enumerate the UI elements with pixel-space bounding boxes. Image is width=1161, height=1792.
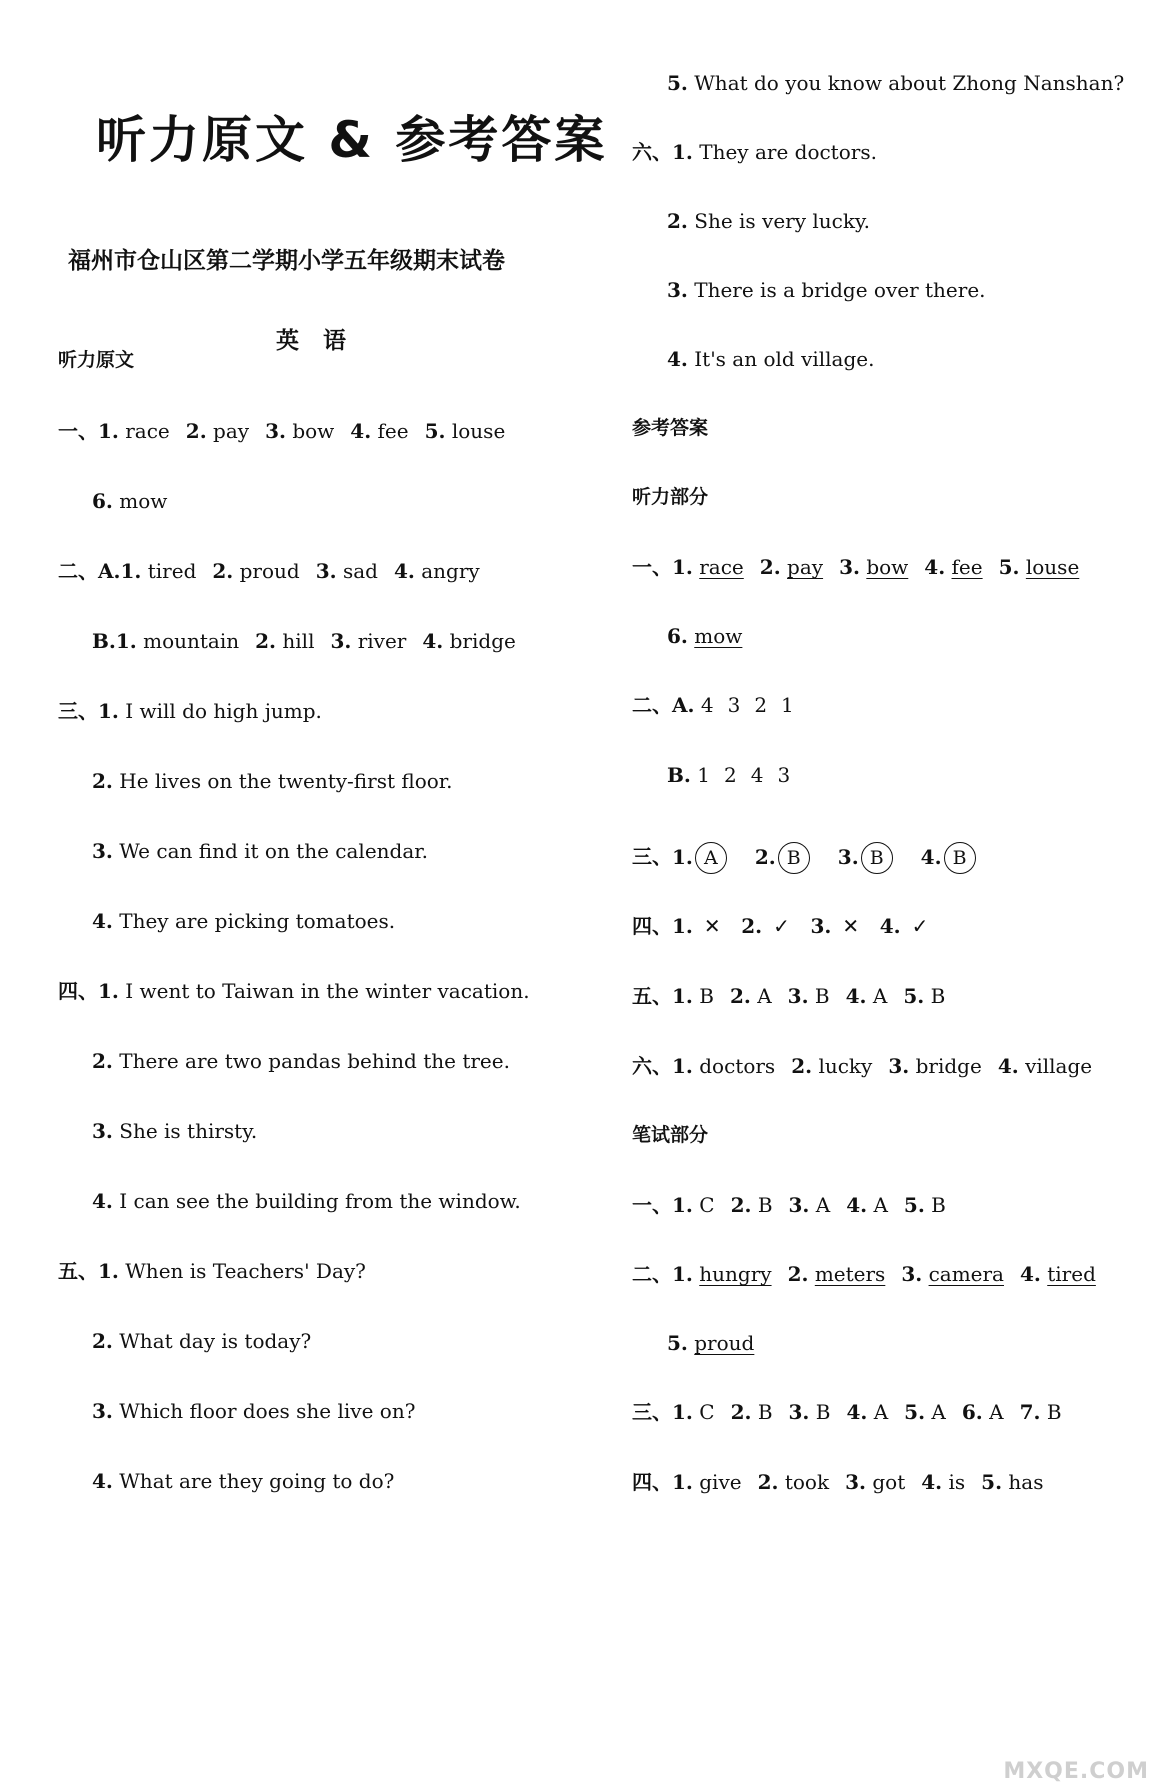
answer-item xyxy=(758,1470,830,1494)
answer-value: A xyxy=(989,1400,1004,1424)
sequence-value: 2 xyxy=(754,693,768,717)
answer-item xyxy=(901,1262,1004,1286)
item-number: 3. xyxy=(788,1193,810,1217)
answer-item xyxy=(672,555,744,579)
answer-value: mountain xyxy=(143,629,240,653)
item-number: 4. xyxy=(879,914,901,938)
answer-item xyxy=(672,1193,715,1217)
answer-item xyxy=(672,1262,772,1286)
answer-value: bow xyxy=(292,419,335,443)
item-number: 5. xyxy=(998,555,1020,579)
answer-value: B xyxy=(814,984,830,1008)
answer-value: tired xyxy=(1047,1262,1096,1286)
transcript-sentence xyxy=(58,701,322,721)
item-number: 1. xyxy=(672,555,693,579)
question-section-label: 五、 xyxy=(58,1259,98,1283)
answer-value: pay xyxy=(787,555,824,579)
item-number: 1. xyxy=(115,629,137,653)
answer-item xyxy=(1020,1262,1096,1286)
item-number: 4. xyxy=(1019,1262,1041,1286)
transcript-sentence xyxy=(92,1121,257,1141)
answer-item xyxy=(789,1400,831,1424)
item-number: 3. xyxy=(315,559,337,583)
answer-item xyxy=(880,914,933,938)
transcript-sentence xyxy=(92,1331,311,1351)
item-number: 3. xyxy=(901,1262,923,1286)
sequence-value: 1 xyxy=(697,763,710,787)
answer-item xyxy=(425,419,506,443)
item-number: 3. xyxy=(330,629,352,653)
sequence-value: 3 xyxy=(727,693,741,717)
answer-item xyxy=(672,845,727,869)
question-section-label: 四、 xyxy=(58,979,98,1003)
answer-item xyxy=(839,555,908,579)
transcript-sentence xyxy=(667,73,1124,93)
item-number: 3. xyxy=(810,914,832,938)
question-section-label: 五、 xyxy=(632,984,672,1008)
answer-value: B xyxy=(930,984,946,1008)
exam-subtitle: 福州市仓山区第二学期小学五年级期末试卷 xyxy=(68,248,505,274)
item-number: 4. xyxy=(350,419,372,443)
answer-value: mow xyxy=(694,624,743,648)
answer-value: mow xyxy=(119,489,168,513)
answer-item xyxy=(904,1400,946,1424)
sentence-text: There is a bridge over there. xyxy=(694,278,986,302)
answer-item xyxy=(846,1193,888,1217)
item-number: 2. xyxy=(212,559,234,583)
answer-value: bow xyxy=(866,555,909,579)
answer-value: B xyxy=(757,1400,773,1424)
item-number: 5. xyxy=(424,419,446,443)
item-number: 2. xyxy=(730,1400,752,1424)
item-number: 3. xyxy=(888,1054,910,1078)
watermark-logo: MXQE.COM xyxy=(1003,1759,1149,1784)
answer-value: B xyxy=(1046,1400,1062,1424)
question-section-label: 一、 xyxy=(632,1193,672,1217)
answer-item xyxy=(788,1262,886,1286)
sentence-text: Which floor does she live on? xyxy=(119,1399,416,1423)
question-section-label: B. xyxy=(92,629,116,653)
answer-value: is xyxy=(948,1470,966,1494)
sentence-text: There are two pandas behind the tree. xyxy=(119,1049,510,1073)
transcript-sentence xyxy=(58,1261,366,1281)
sentence-text: What do you know about Zhong Nanshan? xyxy=(694,71,1125,95)
answer-value: A xyxy=(931,1400,946,1424)
item-number: 1. xyxy=(98,699,119,723)
question-section-label: 二、A. xyxy=(632,693,695,717)
sequence-value: 2 xyxy=(723,763,737,787)
answer-item xyxy=(1020,1400,1062,1424)
section-heading: 听力部分 xyxy=(632,486,709,508)
item-number: 2. xyxy=(255,629,277,653)
check-icon: ✓ xyxy=(773,914,790,938)
transcript-sentence xyxy=(92,841,428,861)
item-number: 3. xyxy=(667,278,688,302)
section-heading: 听力原文 xyxy=(58,349,135,371)
item-number: 1. xyxy=(120,559,142,583)
answer-value: meters xyxy=(814,1262,886,1286)
answer-item xyxy=(116,629,239,653)
answer-value: A xyxy=(873,1400,889,1424)
answer-item xyxy=(760,555,823,579)
item-number: 1. xyxy=(98,419,119,443)
question-section-label: 三、 xyxy=(632,844,672,869)
item-number: 3. xyxy=(837,844,859,869)
transcript-sentence xyxy=(92,771,453,791)
transcript-sentence xyxy=(92,911,395,931)
item-number: 3. xyxy=(788,1400,810,1424)
answer-value: proud xyxy=(694,1331,755,1355)
sentence-text: I went to Taiwan in the winter vacation. xyxy=(125,979,530,1003)
answer-value: river xyxy=(357,629,407,653)
answer-row xyxy=(632,1264,1096,1284)
circled-option: A xyxy=(695,842,727,874)
item-number: 2. xyxy=(757,1470,779,1494)
check-icon: ✓ xyxy=(911,914,929,938)
answer-item xyxy=(962,1400,1004,1424)
answer-value: C xyxy=(699,1400,715,1424)
answer-item xyxy=(845,1470,905,1494)
question-section-label: 三、 xyxy=(632,1400,672,1424)
sentence-text: She is very lucky. xyxy=(694,209,870,233)
item-number: 3. xyxy=(845,1470,866,1494)
answer-value: louse xyxy=(1025,555,1080,579)
answer-value: lucky xyxy=(818,1054,873,1078)
item-number: 3. xyxy=(92,1399,113,1423)
answer-item xyxy=(672,984,714,1008)
question-section-label: 二、A. xyxy=(58,559,121,583)
section-heading: 笔试部分 xyxy=(632,1124,709,1146)
transcript-sentence xyxy=(92,1191,521,1211)
answer-item xyxy=(672,1054,775,1078)
item-number: 3. xyxy=(787,984,809,1008)
answer-value: doctors xyxy=(699,1054,776,1078)
answer-item xyxy=(672,1400,715,1424)
item-number: 4. xyxy=(924,555,946,579)
item-number: 1. xyxy=(98,1259,119,1283)
answer-item xyxy=(92,489,167,513)
item-number: 1. xyxy=(98,979,119,1003)
answer-item xyxy=(741,914,794,938)
answer-item xyxy=(330,629,406,653)
sentence-text: He lives on the twenty-first floor. xyxy=(119,769,453,793)
answer-item xyxy=(755,845,810,869)
sequence-value: 4 xyxy=(750,763,764,787)
question-section-label: 六、 xyxy=(632,1054,672,1078)
item-number: 5. xyxy=(903,984,925,1008)
cross-icon: ✕ xyxy=(842,914,860,938)
answer-value: C xyxy=(699,1193,715,1217)
ordering-answer xyxy=(667,765,804,785)
sentence-text: When is Teachers' Day? xyxy=(125,1259,366,1283)
answer-row xyxy=(667,626,742,646)
answer-item xyxy=(838,845,893,869)
answer-row xyxy=(92,631,516,651)
answer-row xyxy=(58,561,480,581)
answer-item xyxy=(730,984,772,1008)
answer-item xyxy=(904,1193,946,1217)
answer-value: tired xyxy=(147,559,197,583)
sentence-text: They are doctors. xyxy=(699,140,877,164)
item-number: 1. xyxy=(672,914,693,938)
question-section-label: 一、 xyxy=(632,555,672,579)
sentence-text: She is thirsty. xyxy=(119,1119,258,1143)
item-number: 4. xyxy=(92,1189,113,1213)
answer-value: pay xyxy=(213,419,250,443)
item-number: 2. xyxy=(730,1193,752,1217)
question-section-label: 三、 xyxy=(58,699,98,723)
answer-item xyxy=(667,624,742,648)
answer-value: proud xyxy=(239,559,300,583)
answer-item xyxy=(999,555,1080,579)
item-number: 6. xyxy=(92,489,113,513)
answer-value: race xyxy=(699,555,744,579)
answer-value: B xyxy=(815,1400,831,1424)
answer-value: sad xyxy=(342,559,378,583)
answer-item xyxy=(888,1054,981,1078)
answer-item xyxy=(672,914,725,938)
item-number: 4. xyxy=(920,844,942,869)
answer-item xyxy=(422,629,515,653)
item-number: 2. xyxy=(729,984,751,1008)
circled-option: B xyxy=(778,842,810,874)
answer-value: B xyxy=(699,984,714,1008)
answer-row xyxy=(632,916,933,936)
answer-value: A xyxy=(815,1193,831,1217)
transcript-sentence xyxy=(667,211,870,231)
answer-item xyxy=(672,1470,742,1494)
answer-value: camera xyxy=(928,1262,1004,1286)
answer-row xyxy=(632,1472,1043,1492)
answer-item xyxy=(212,559,299,583)
answer-item xyxy=(811,914,864,938)
question-section-label: B. xyxy=(667,763,691,787)
answer-item xyxy=(394,559,480,583)
transcript-sentence xyxy=(92,1051,510,1071)
answer-value: bridge xyxy=(449,629,516,653)
answer-item xyxy=(350,419,408,443)
item-number: 2. xyxy=(759,555,781,579)
cross-icon: ✕ xyxy=(703,914,721,938)
answer-value: louse xyxy=(451,419,506,443)
item-number: 2. xyxy=(92,1329,113,1353)
answer-value: B xyxy=(931,1193,946,1217)
item-number: 1. xyxy=(672,1400,693,1424)
circled-option: B xyxy=(944,842,976,874)
sentence-text: What day is today? xyxy=(119,1329,312,1353)
answer-value: hungry xyxy=(699,1262,772,1286)
item-number: 2. xyxy=(185,419,207,443)
item-number: 4. xyxy=(667,347,688,371)
answer-row xyxy=(92,491,167,511)
sequence-value: 1 xyxy=(781,693,794,717)
answer-value: give xyxy=(699,1470,742,1494)
answer-value: angry xyxy=(421,559,480,583)
item-number: 4. xyxy=(845,984,867,1008)
transcript-sentence xyxy=(667,280,986,300)
item-number: 1. xyxy=(672,140,693,164)
answer-row xyxy=(632,1195,946,1215)
answer-item xyxy=(667,1331,754,1355)
answer-value: fee xyxy=(951,555,983,579)
item-number: 4. xyxy=(846,1400,868,1424)
transcript-sentence xyxy=(58,981,530,1001)
answer-value: took xyxy=(784,1470,830,1494)
answer-item xyxy=(789,1193,831,1217)
item-number: 1. xyxy=(672,1054,693,1078)
answer-value: has xyxy=(1008,1470,1044,1494)
sentence-text: It's an old village. xyxy=(694,347,875,371)
sentence-text: I can see the building from the window. xyxy=(119,1189,521,1213)
answer-value: bridge xyxy=(915,1054,982,1078)
ordering-answer xyxy=(632,695,808,715)
answer-row xyxy=(632,557,1079,577)
answer-item xyxy=(998,1054,1092,1078)
item-number: 6. xyxy=(961,1400,983,1424)
question-section-label: 一、 xyxy=(58,419,98,443)
answer-item xyxy=(921,1470,965,1494)
answer-value: race xyxy=(125,419,170,443)
item-number: 2. xyxy=(667,209,688,233)
answer-row xyxy=(58,421,505,441)
answer-row xyxy=(632,1056,1092,1076)
transcript-sentence xyxy=(632,142,877,162)
item-number: 2. xyxy=(92,1049,113,1073)
question-section-label: 二、 xyxy=(632,1262,672,1286)
item-number: 1. xyxy=(672,1262,693,1286)
item-number: 4. xyxy=(92,1469,113,1493)
answer-value: A xyxy=(873,1193,888,1217)
answer-item xyxy=(981,1470,1043,1494)
item-number: 2. xyxy=(791,1054,813,1078)
answer-value: got xyxy=(872,1470,906,1494)
item-number: 5. xyxy=(903,1193,925,1217)
answer-item xyxy=(98,419,170,443)
transcript-sentence xyxy=(92,1471,394,1491)
item-number: 5. xyxy=(981,1470,1003,1494)
sentence-text: I will do high jump. xyxy=(125,699,322,723)
answer-value: B xyxy=(757,1193,773,1217)
item-number: 3. xyxy=(839,555,860,579)
answer-value: village xyxy=(1025,1054,1093,1078)
item-number: 3. xyxy=(92,839,113,863)
sentence-text: We can find it on the calendar. xyxy=(119,839,428,863)
item-number: 2. xyxy=(741,914,763,938)
circled-answer-row xyxy=(632,842,1004,874)
item-number: 6. xyxy=(667,624,688,648)
subject-label: 英语 xyxy=(276,328,370,354)
sequence-value: 4 xyxy=(700,693,714,717)
answer-value: A xyxy=(757,984,772,1008)
item-number: 1. xyxy=(672,844,693,869)
answer-value: A xyxy=(872,984,888,1008)
item-number: 5. xyxy=(667,71,688,95)
item-number: 4. xyxy=(921,1470,943,1494)
answer-item xyxy=(788,984,830,1008)
answer-item xyxy=(924,555,982,579)
answer-item xyxy=(846,1400,888,1424)
sentence-text: What are they going to do? xyxy=(119,1469,395,1493)
answer-item xyxy=(731,1400,773,1424)
answer-item xyxy=(846,984,888,1008)
answer-row xyxy=(667,1333,754,1353)
item-number: 3. xyxy=(265,419,286,443)
answer-item xyxy=(120,559,196,583)
item-number: 4. xyxy=(393,559,415,583)
item-number: 2. xyxy=(787,1262,809,1286)
question-section-label: 六、 xyxy=(632,140,672,164)
item-number: 1. xyxy=(672,1193,693,1217)
answer-value: fee xyxy=(377,419,409,443)
answer-row xyxy=(632,1402,1062,1422)
item-number: 7. xyxy=(1019,1400,1041,1424)
answer-item xyxy=(255,629,314,653)
sequence-value: 3 xyxy=(777,763,791,787)
answer-item xyxy=(731,1193,773,1217)
answer-item xyxy=(186,419,249,443)
item-number: 4. xyxy=(846,1193,868,1217)
item-number: 1. xyxy=(672,1470,693,1494)
transcript-sentence xyxy=(667,349,874,369)
page-title: 听力原文 & 参考答案 xyxy=(96,111,608,169)
item-number: 4. xyxy=(997,1054,1019,1078)
answer-item xyxy=(316,559,378,583)
circled-option: B xyxy=(861,842,893,874)
answer-value: hill xyxy=(282,629,315,653)
item-number: 1. xyxy=(672,984,693,1008)
item-number: 2. xyxy=(92,769,113,793)
question-section-label: 四、 xyxy=(632,1470,672,1494)
answer-item xyxy=(921,845,976,869)
sentence-text: They are picking tomatoes. xyxy=(119,909,396,933)
transcript-sentence xyxy=(92,1401,415,1421)
answer-row xyxy=(632,986,945,1006)
item-number: 5. xyxy=(904,1400,926,1424)
answer-item xyxy=(265,419,334,443)
answer-item xyxy=(903,984,945,1008)
item-number: 4. xyxy=(92,909,113,933)
question-section-label: 四、 xyxy=(632,914,672,938)
item-number: 3. xyxy=(92,1119,113,1143)
item-number: 4. xyxy=(422,629,444,653)
section-heading: 参考答案 xyxy=(632,417,709,439)
item-number: 2. xyxy=(754,844,776,869)
item-number: 5. xyxy=(667,1331,688,1355)
answer-item xyxy=(791,1054,872,1078)
